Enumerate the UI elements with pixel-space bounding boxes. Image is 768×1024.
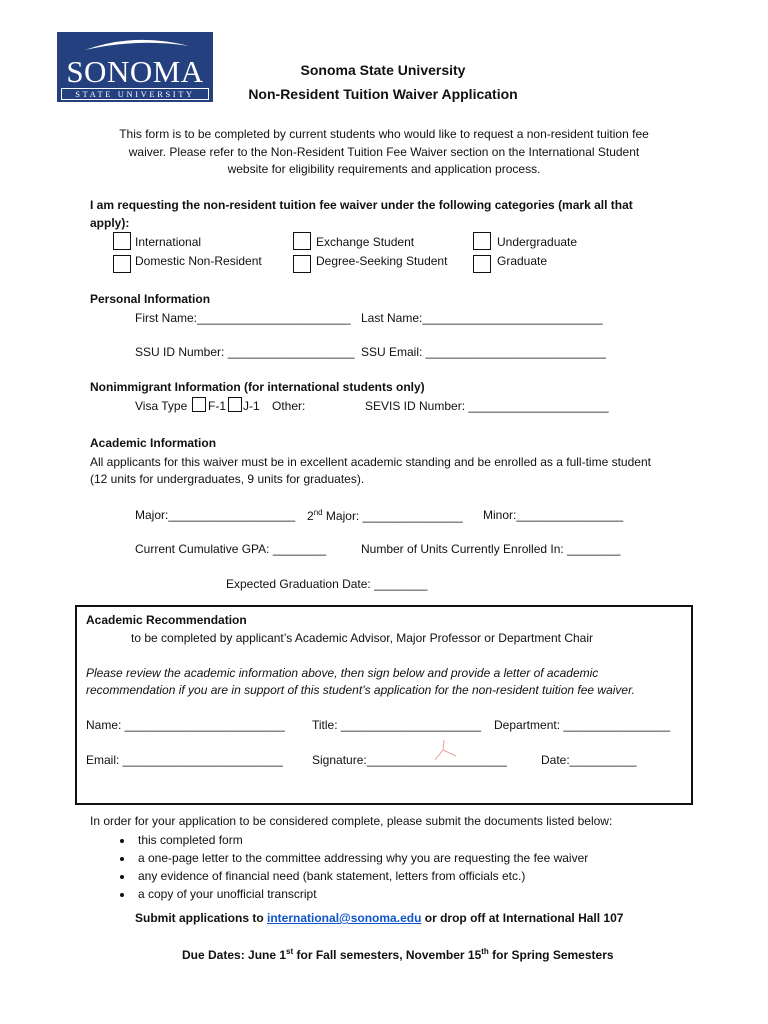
checkbox-domestic-non-resident[interactable] (113, 255, 131, 273)
recommendation-instructions-2: recommendation if you are in support of this student’s application for the non-resident tuition fee waiver. (86, 683, 635, 697)
checkbox-j1[interactable] (228, 397, 242, 412)
intro-line-3: website for eligibility requirements and application process. (227, 162, 541, 176)
form-title: Non-Resident Tuition Waiver Application (248, 86, 518, 102)
label-graduate: Graduate (497, 254, 548, 268)
recommender-date-field[interactable]: Date:__________ (541, 753, 637, 767)
intro-line-1: This form is to be completed by current students who would like to request a non-resident tuition fee (119, 127, 649, 141)
second-major-field[interactable] (307, 508, 463, 523)
ssu-id-field[interactable]: SSU ID Number: ___________________ (135, 345, 355, 359)
list-item: • a one-page letter to the committee addressing why you are requesting the fee waiver (134, 849, 588, 867)
logo-name: SONOMA (66, 54, 204, 89)
gpa-field[interactable]: Current Cumulative GPA: ________ (135, 542, 327, 556)
ssu-email-field[interactable]: SSU Email: ___________________________ (361, 345, 606, 359)
second-major-sup: nd (313, 508, 323, 517)
last-name-field[interactable]: Last Name:___________________________ (361, 311, 603, 325)
recommender-signature-field[interactable]: Signature:_____________________ (312, 753, 507, 767)
label-degree-seeking-student: Degree-Seeking Student (316, 254, 448, 268)
intro-line-2: waiver. Please refer to the Non-Resident Tuition Fee Waiver section on the International Student (128, 145, 640, 159)
visa-other-label: Other: (272, 399, 306, 413)
checkbox-degree-seeking-student[interactable] (293, 255, 311, 273)
major-field[interactable]: Major:___________________ (135, 508, 296, 522)
due-dates-1: Due Dates: June 1 (182, 948, 287, 962)
label-domestic-non-resident: Domestic Non-Resident (135, 254, 262, 268)
checkbox-exchange-student[interactable] (293, 232, 311, 250)
list-item: • a copy of your unofficial transcript (134, 885, 588, 903)
recommender-title-field[interactable]: Title: _____________________ (312, 718, 482, 732)
first-name-field[interactable]: First Name:_______________________ (135, 311, 351, 325)
personal-heading: Personal Information (90, 292, 211, 306)
academic-note-1: All applicants for this waiver must be in excellent academic standing and be enrolled as a full-time student (90, 455, 651, 469)
checkbox-undergraduate[interactable] (473, 232, 491, 250)
list-item: • this completed form (134, 831, 588, 849)
second-major-rest: Major: _______________ (322, 509, 463, 523)
due-dates-2: for Fall semesters, November 15 (293, 948, 482, 962)
due-dates-sup-2: th (481, 947, 489, 956)
list-item: • any evidence of financial need (bank statement, letters from officials etc.) (134, 867, 588, 885)
graduation-date-field[interactable]: Expected Graduation Date: ________ (226, 577, 428, 591)
label-f1: F-1 (208, 399, 226, 413)
due-dates-3: for Spring Semesters (488, 948, 614, 962)
email-link[interactable]: international@sonoma.edu (267, 911, 422, 925)
checkbox-f1[interactable] (192, 397, 206, 412)
recommender-name-field[interactable]: Name: ________________________ (86, 718, 285, 732)
label-undergraduate: Undergraduate (497, 235, 578, 249)
visa-type-label: Visa Type (135, 399, 188, 413)
categories-heading-cont: apply): (90, 216, 130, 230)
submission-intro: In order for your application to be considered complete, please submit the documents listed below: (90, 814, 613, 828)
minor-field[interactable]: Minor:________________ (483, 508, 624, 522)
units-enrolled-field[interactable]: Number of Units Currently Enrolled In: ________ (361, 542, 621, 556)
second-major-num: 2 (307, 509, 314, 523)
label-exchange-student: Exchange Student (316, 235, 415, 249)
signature-mark-icon (430, 738, 460, 764)
swoosh-icon (57, 34, 213, 56)
checkbox-graduate[interactable] (473, 255, 491, 273)
nonimmigrant-heading: Nonimmigrant Information (for international students only) (90, 380, 425, 394)
academic-note-2: (12 units for undergraduates, 9 units for graduates). (90, 472, 365, 486)
label-j1: J-1 (243, 399, 260, 413)
recommendation-heading: Academic Recommendation (86, 613, 247, 627)
submit-suffix: or drop off at International Hall 107 (421, 911, 624, 925)
sonoma-logo (57, 32, 213, 102)
submit-prefix: Submit applications to (135, 911, 268, 925)
recommendation-subheading: to be completed by applicant’s Academic Advisor, Major Professor or Department Chair (131, 631, 593, 645)
university-name: Sonoma State University (300, 62, 466, 78)
sevis-id-field[interactable]: SEVIS ID Number: _____________________ (365, 399, 609, 413)
recommender-email-field[interactable]: Email: ________________________ (86, 753, 283, 767)
due-dates (182, 947, 614, 962)
label-international: International (135, 235, 202, 249)
categories-heading: I am requesting the non-resident tuition fee waiver under the following categories (mark all that (90, 198, 633, 212)
due-dates-sup-1: st (286, 947, 294, 956)
submit-instructions (135, 911, 623, 925)
recommendation-instructions-1: Please review the academic information above, then sign below and provide a letter of academic (86, 666, 599, 680)
academic-heading: Academic Information (90, 436, 217, 450)
logo-subtitle: STATE UNIVERSITY (61, 88, 209, 100)
required-documents-list (112, 831, 588, 903)
checkbox-international[interactable] (113, 232, 131, 250)
recommender-department-field[interactable]: Department: ________________ (494, 718, 671, 732)
